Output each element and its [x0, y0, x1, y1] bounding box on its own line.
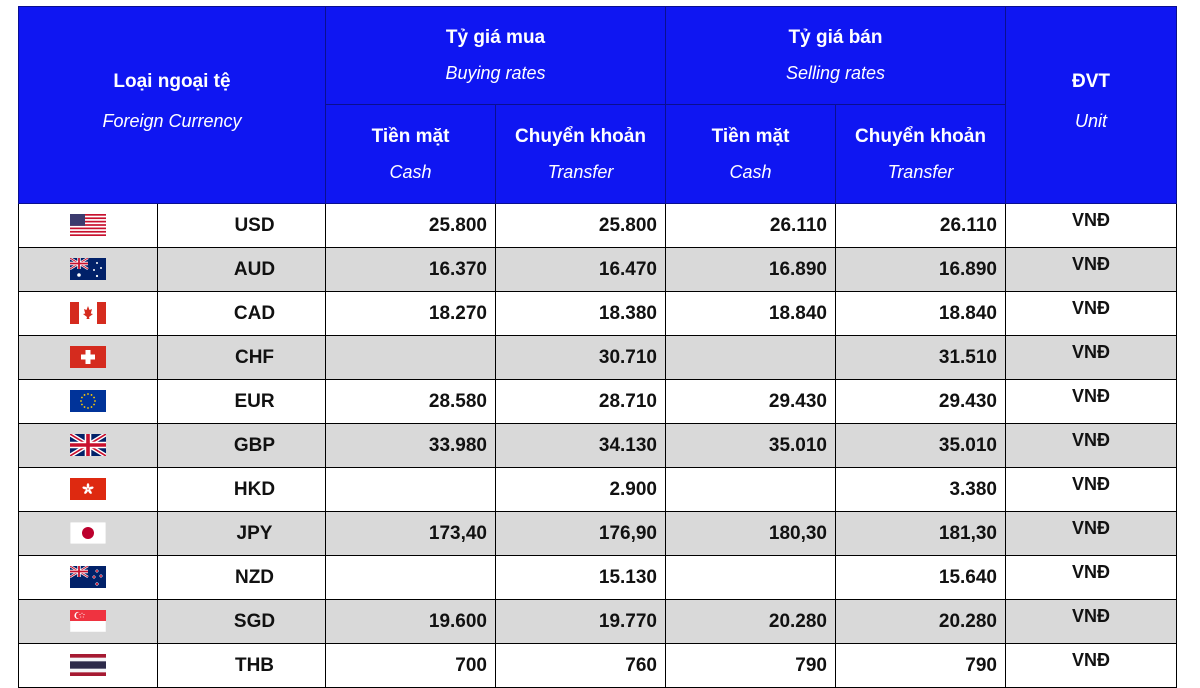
- buy-transfer-rate: 30.710: [496, 336, 666, 380]
- header-buy-label: Tỷ giá mua: [445, 27, 546, 48]
- flag-cell: [19, 424, 158, 468]
- sell-transfer-rate: 35.010: [836, 424, 1006, 468]
- unit-cell: VNĐ: [1006, 248, 1177, 292]
- flag-cell: [19, 248, 158, 292]
- buy-transfer-rate: 25.800: [496, 204, 666, 248]
- table-row: [19, 380, 1177, 424]
- currency-code: CHF: [158, 336, 326, 380]
- flag-cell: [19, 468, 158, 512]
- buy-cash-rate: 16.370: [326, 248, 496, 292]
- th-flag-icon: [70, 654, 106, 676]
- table-row: [19, 292, 1177, 336]
- unit-cell: VNĐ: [1006, 468, 1177, 512]
- currency-code: CAD: [158, 292, 326, 336]
- buy-cash-rate: 28.580: [326, 380, 496, 424]
- header-transfer-sub: Transfer: [547, 161, 614, 182]
- us-flag-icon: [70, 214, 106, 236]
- currency-code: EUR: [158, 380, 326, 424]
- header-unit-sub: Unit: [1074, 110, 1107, 131]
- gb-flag-icon: [70, 434, 106, 456]
- sell-cash-rate: 180,30: [666, 512, 836, 556]
- sell-cash-rate: 18.840: [666, 292, 836, 336]
- currency-code: GBP: [158, 424, 326, 468]
- currency-code: NZD: [158, 556, 326, 600]
- table-row: [19, 204, 1177, 248]
- table-body: [19, 204, 1177, 688]
- unit-cell: VNĐ: [1006, 644, 1177, 688]
- buy-transfer-rate: 34.130: [496, 424, 666, 468]
- buy-transfer-rate: 176,90: [496, 512, 666, 556]
- sell-cash-rate: 790: [666, 644, 836, 688]
- flag-cell: [19, 292, 158, 336]
- header-currency-sub: Foreign Currency: [102, 110, 242, 131]
- sell-transfer-rate: 29.430: [836, 380, 1006, 424]
- sell-cash-rate: 20.280: [666, 600, 836, 644]
- header-transfer-sub: Transfer: [887, 161, 954, 182]
- unit-cell: VNĐ: [1006, 380, 1177, 424]
- flag-cell: [19, 380, 158, 424]
- unit-cell: VNĐ: [1006, 556, 1177, 600]
- sell-transfer-rate: 16.890: [836, 248, 1006, 292]
- buy-transfer-rate: 19.770: [496, 600, 666, 644]
- header-cash-sub: Cash: [729, 161, 772, 182]
- table-row: [19, 644, 1177, 688]
- buy-cash-rate: [326, 336, 496, 380]
- sell-cash-rate: 26.110: [666, 204, 836, 248]
- table-row: [19, 468, 1177, 512]
- sell-cash-rate: 16.890: [666, 248, 836, 292]
- flag-cell: [19, 556, 158, 600]
- header-transfer-label: Chuyển khoản: [515, 125, 646, 147]
- header-cash-label: Tiền mặt: [711, 125, 790, 147]
- ca-flag-icon: [70, 302, 106, 324]
- unit-cell: VNĐ: [1006, 512, 1177, 556]
- sell-cash-rate: 35.010: [666, 424, 836, 468]
- header-cash-label: Tiền mặt: [371, 125, 450, 147]
- sell-cash-rate: [666, 336, 836, 380]
- header-currency-label: Loại ngoại tệ: [113, 70, 231, 92]
- unit-cell: VNĐ: [1006, 292, 1177, 336]
- buy-transfer-rate: 16.470: [496, 248, 666, 292]
- currency-code: AUD: [158, 248, 326, 292]
- buy-cash-rate: 173,40: [326, 512, 496, 556]
- sell-transfer-rate: 31.510: [836, 336, 1006, 380]
- buy-cash-rate: [326, 468, 496, 512]
- buy-cash-rate: 25.800: [326, 204, 496, 248]
- unit-cell: VNĐ: [1006, 204, 1177, 248]
- ch-flag-icon: [70, 346, 106, 368]
- buy-cash-rate: 700: [326, 644, 496, 688]
- header-sell-transfer: [836, 105, 1006, 204]
- flag-cell: [19, 204, 158, 248]
- sell-transfer-rate: 181,30: [836, 512, 1006, 556]
- eu-flag-icon: [70, 390, 106, 412]
- header-sell-cash: [666, 105, 836, 204]
- buy-transfer-rate: 28.710: [496, 380, 666, 424]
- currency-code: USD: [158, 204, 326, 248]
- header-currency: [19, 7, 326, 204]
- exchange-rate-table: [18, 6, 1177, 688]
- buy-transfer-rate: 18.380: [496, 292, 666, 336]
- header-buy-sub: Buying rates: [445, 63, 546, 83]
- sell-transfer-rate: 790: [836, 644, 1006, 688]
- buy-transfer-rate: 2.900: [496, 468, 666, 512]
- flag-cell: [19, 336, 158, 380]
- sell-transfer-rate: 26.110: [836, 204, 1006, 248]
- sell-transfer-rate: 20.280: [836, 600, 1006, 644]
- flag-cell: [19, 512, 158, 556]
- sell-cash-rate: [666, 468, 836, 512]
- buy-cash-rate: [326, 556, 496, 600]
- flag-cell: [19, 600, 158, 644]
- table-header: [19, 7, 1177, 204]
- unit-cell: VNĐ: [1006, 424, 1177, 468]
- flag-cell: [19, 644, 158, 688]
- table-row: [19, 424, 1177, 468]
- header-sell: [666, 7, 1006, 105]
- sell-transfer-rate: 3.380: [836, 468, 1006, 512]
- sell-transfer-rate: 18.840: [836, 292, 1006, 336]
- currency-code: HKD: [158, 468, 326, 512]
- header-unit-label: ĐVT: [1072, 70, 1110, 92]
- hk-flag-icon: [70, 478, 106, 500]
- header-sell-sub: Selling rates: [785, 63, 886, 83]
- sell-cash-rate: 29.430: [666, 380, 836, 424]
- buy-cash-rate: 33.980: [326, 424, 496, 468]
- header-unit: [1006, 7, 1177, 204]
- table-row: [19, 248, 1177, 292]
- buy-cash-rate: 19.600: [326, 600, 496, 644]
- table-row: [19, 512, 1177, 556]
- currency-code: JPY: [158, 512, 326, 556]
- currency-code: SGD: [158, 600, 326, 644]
- currency-code: THB: [158, 644, 326, 688]
- au-flag-icon: [70, 258, 106, 280]
- buy-cash-rate: 18.270: [326, 292, 496, 336]
- header-transfer-label: Chuyển khoản: [855, 125, 986, 147]
- header-buy-transfer: [496, 105, 666, 204]
- sg-flag-icon: [70, 610, 106, 632]
- table-row: [19, 600, 1177, 644]
- sell-transfer-rate: 15.640: [836, 556, 1006, 600]
- table-row: [19, 556, 1177, 600]
- nz-flag-icon: [70, 566, 106, 588]
- exchange-rate-table-container: [18, 6, 1176, 688]
- unit-cell: VNĐ: [1006, 600, 1177, 644]
- buy-transfer-rate: 15.130: [496, 556, 666, 600]
- buy-transfer-rate: 760: [496, 644, 666, 688]
- table-row: [19, 336, 1177, 380]
- header-buy: [326, 7, 666, 105]
- jp-flag-icon: [70, 522, 106, 544]
- header-buy-cash: [326, 105, 496, 204]
- unit-cell: VNĐ: [1006, 336, 1177, 380]
- sell-cash-rate: [666, 556, 836, 600]
- header-sell-label: Tỷ giá bán: [788, 27, 883, 48]
- header-cash-sub: Cash: [389, 161, 432, 182]
